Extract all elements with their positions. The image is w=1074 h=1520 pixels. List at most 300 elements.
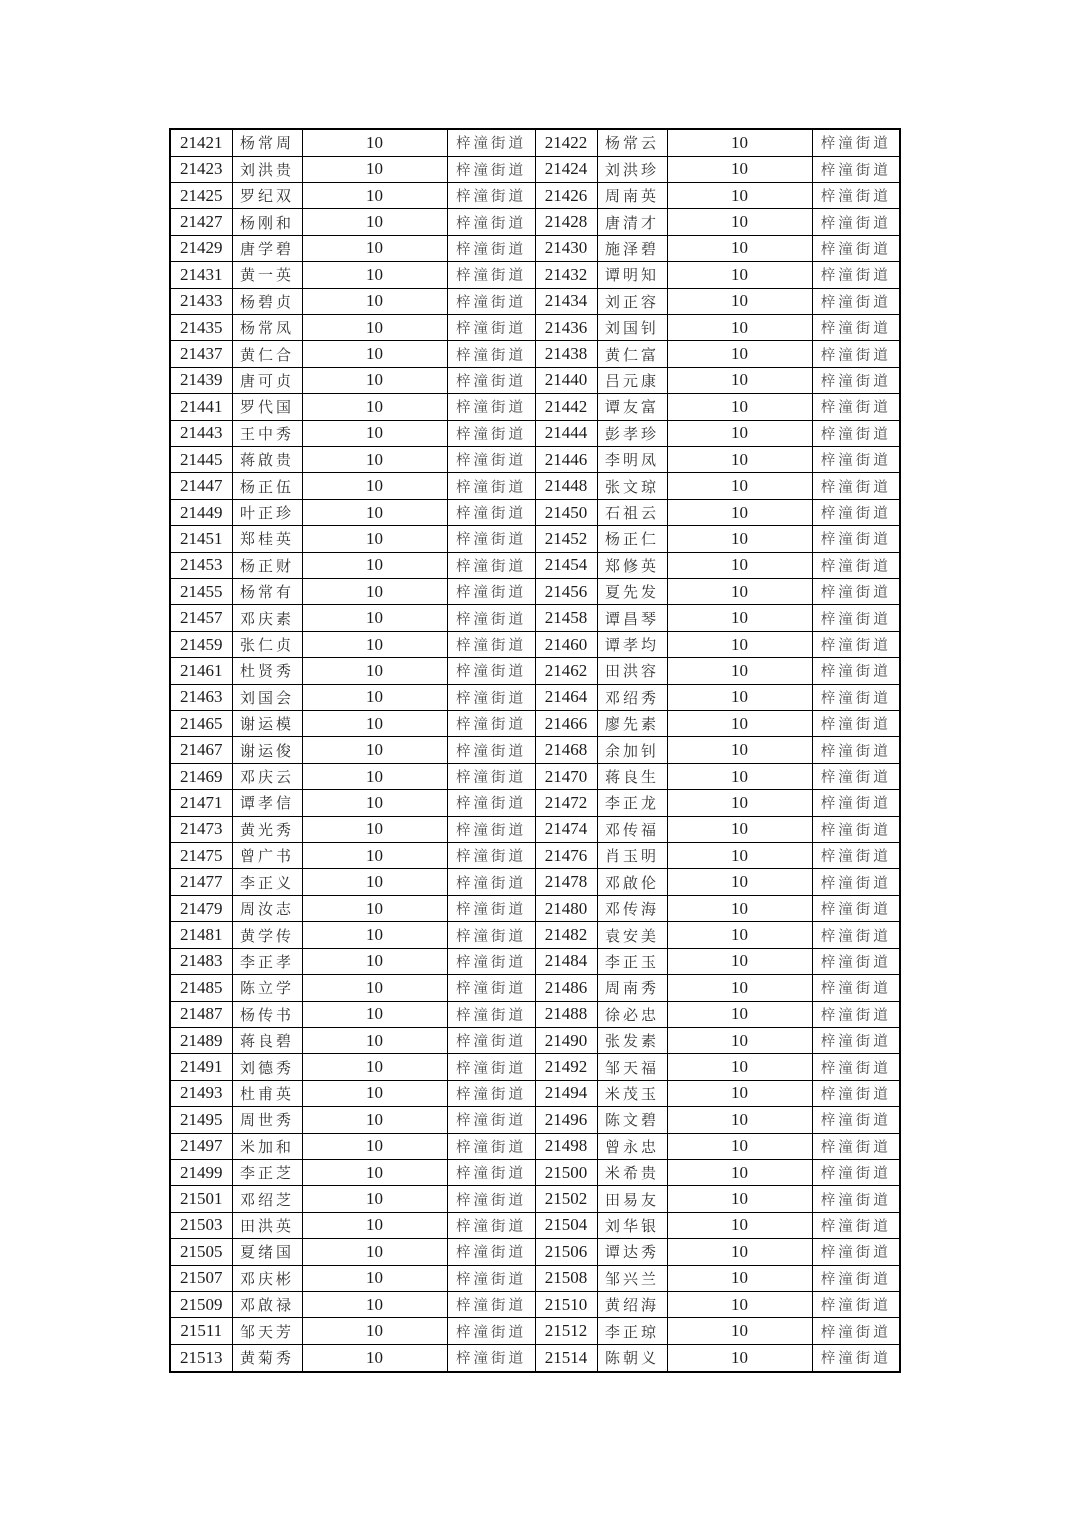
amount-cell: 10: [302, 526, 447, 552]
amount-cell: 10: [302, 895, 447, 921]
name-cell: 邓庆彬: [232, 1265, 302, 1291]
name-cell: 黄绍海: [597, 1291, 667, 1317]
district-cell: 梓潼街道: [447, 579, 535, 605]
table-row: [170, 869, 900, 895]
amount-cell: 10: [302, 763, 447, 789]
district-cell: 梓潼街道: [447, 394, 535, 420]
id-cell: 21485: [170, 975, 232, 1001]
amount-cell: 10: [667, 182, 812, 208]
amount-cell: 10: [667, 1212, 812, 1238]
name-cell: 黄菊秀: [232, 1344, 302, 1372]
id-cell: 21433: [170, 288, 232, 314]
table-row: [170, 1159, 900, 1185]
name-cell: 李正龙: [597, 790, 667, 816]
amount-cell: 10: [667, 684, 812, 710]
id-cell: 21428: [535, 209, 597, 235]
name-cell: 徐必忠: [597, 1001, 667, 1027]
id-cell: 21499: [170, 1159, 232, 1185]
name-cell: 谭达秀: [597, 1239, 667, 1265]
district-cell: 梓潼街道: [447, 499, 535, 525]
amount-cell: 10: [302, 579, 447, 605]
amount-cell: 10: [302, 1239, 447, 1265]
district-cell: 梓潼街道: [447, 1291, 535, 1317]
amount-cell: 10: [302, 843, 447, 869]
amount-cell: 10: [667, 446, 812, 472]
amount-cell: 10: [667, 895, 812, 921]
id-cell: 21478: [535, 869, 597, 895]
amount-cell: 10: [302, 420, 447, 446]
amount-cell: 10: [302, 684, 447, 710]
id-cell: 21489: [170, 1027, 232, 1053]
name-cell: 杨常周: [232, 129, 302, 156]
name-cell: 邓啟禄: [232, 1291, 302, 1317]
table-row: [170, 314, 900, 340]
district-cell: 梓潼街道: [812, 1080, 900, 1106]
district-cell: 梓潼街道: [447, 1239, 535, 1265]
district-cell: 梓潼街道: [447, 1318, 535, 1344]
id-cell: 21439: [170, 367, 232, 393]
name-cell: 黄仁合: [232, 341, 302, 367]
name-cell: 刘洪贵: [232, 156, 302, 182]
name-cell: 罗纪双: [232, 182, 302, 208]
id-cell: 21471: [170, 790, 232, 816]
amount-cell: 10: [667, 869, 812, 895]
table-row: [170, 526, 900, 552]
amount-cell: 10: [302, 499, 447, 525]
name-cell: 刘正容: [597, 288, 667, 314]
name-cell: 邓庆云: [232, 763, 302, 789]
id-cell: 21513: [170, 1344, 232, 1372]
id-cell: 21457: [170, 605, 232, 631]
id-cell: 21501: [170, 1186, 232, 1212]
name-cell: 邹天芳: [232, 1318, 302, 1344]
id-cell: 21497: [170, 1133, 232, 1159]
name-cell: 刘洪珍: [597, 156, 667, 182]
district-cell: 梓潼街道: [447, 288, 535, 314]
district-cell: 梓潼街道: [812, 869, 900, 895]
amount-cell: 10: [667, 526, 812, 552]
name-cell: 罗代国: [232, 394, 302, 420]
district-cell: 梓潼街道: [812, 948, 900, 974]
name-cell: 杨正仁: [597, 526, 667, 552]
district-cell: 梓潼街道: [447, 684, 535, 710]
name-cell: 杨正伍: [232, 473, 302, 499]
name-cell: 曾广书: [232, 843, 302, 869]
district-cell: 梓潼街道: [447, 843, 535, 869]
name-cell: 杨常凤: [232, 314, 302, 340]
amount-cell: 10: [302, 1027, 447, 1053]
id-cell: 21469: [170, 763, 232, 789]
district-cell: 梓潼街道: [812, 975, 900, 1001]
id-cell: 21453: [170, 552, 232, 578]
name-cell: 李正琼: [597, 1318, 667, 1344]
name-cell: 谭孝信: [232, 790, 302, 816]
id-cell: 21456: [535, 579, 597, 605]
id-cell: 21458: [535, 605, 597, 631]
district-cell: 梓潼街道: [812, 182, 900, 208]
amount-cell: 10: [302, 235, 447, 261]
amount-cell: 10: [667, 473, 812, 499]
name-cell: 邹兴兰: [597, 1265, 667, 1291]
id-cell: 21494: [535, 1080, 597, 1106]
amount-cell: 10: [667, 737, 812, 763]
id-cell: 21432: [535, 262, 597, 288]
name-cell: 唐可贞: [232, 367, 302, 393]
id-cell: 21477: [170, 869, 232, 895]
amount-cell: 10: [667, 790, 812, 816]
name-cell: 杨正财: [232, 552, 302, 578]
district-cell: 梓潼街道: [447, 182, 535, 208]
name-cell: 吕元康: [597, 367, 667, 393]
district-cell: 梓潼街道: [447, 262, 535, 288]
district-cell: 梓潼街道: [812, 235, 900, 261]
id-cell: 21461: [170, 658, 232, 684]
name-cell: 谢运模: [232, 711, 302, 737]
amount-cell: 10: [667, 1107, 812, 1133]
district-cell: 梓潼街道: [812, 1265, 900, 1291]
amount-cell: 10: [302, 1265, 447, 1291]
id-cell: 21431: [170, 262, 232, 288]
id-cell: 21509: [170, 1291, 232, 1317]
table-row: [170, 182, 900, 208]
table-row: [170, 948, 900, 974]
id-cell: 21508: [535, 1265, 597, 1291]
amount-cell: 10: [667, 816, 812, 842]
amount-cell: 10: [302, 1318, 447, 1344]
name-cell: 谭昌琴: [597, 605, 667, 631]
id-cell: 21454: [535, 552, 597, 578]
id-cell: 21486: [535, 975, 597, 1001]
table-row: [170, 1318, 900, 1344]
table-row: [170, 579, 900, 605]
id-cell: 21427: [170, 209, 232, 235]
district-cell: 梓潼街道: [812, 1159, 900, 1185]
name-cell: 蒋啟贵: [232, 446, 302, 472]
name-cell: 米加和: [232, 1133, 302, 1159]
table-row: [170, 1186, 900, 1212]
district-cell: 梓潼街道: [812, 473, 900, 499]
id-cell: 21503: [170, 1212, 232, 1238]
id-cell: 21476: [535, 843, 597, 869]
id-cell: 21493: [170, 1080, 232, 1106]
district-cell: 梓潼街道: [812, 1107, 900, 1133]
name-cell: 彭孝珍: [597, 420, 667, 446]
id-cell: 21467: [170, 737, 232, 763]
amount-cell: 10: [667, 1054, 812, 1080]
amount-cell: 10: [302, 473, 447, 499]
table-row: [170, 843, 900, 869]
district-cell: 梓潼街道: [812, 605, 900, 631]
amount-cell: 10: [667, 843, 812, 869]
name-cell: 杨碧贞: [232, 288, 302, 314]
id-cell: 21445: [170, 446, 232, 472]
name-cell: 唐清才: [597, 209, 667, 235]
name-cell: 杨常有: [232, 579, 302, 605]
id-cell: 21474: [535, 816, 597, 842]
amount-cell: 10: [667, 605, 812, 631]
district-cell: 梓潼街道: [447, 446, 535, 472]
district-cell: 梓潼街道: [812, 1027, 900, 1053]
roster-table: [169, 128, 901, 1373]
table-row: [170, 975, 900, 1001]
amount-cell: 10: [302, 816, 447, 842]
amount-cell: 10: [302, 1291, 447, 1317]
amount-cell: 10: [302, 658, 447, 684]
district-cell: 梓潼街道: [447, 1212, 535, 1238]
amount-cell: 10: [302, 209, 447, 235]
amount-cell: 10: [302, 790, 447, 816]
name-cell: 黄学传: [232, 922, 302, 948]
id-cell: 21472: [535, 790, 597, 816]
name-cell: 谭明知: [597, 262, 667, 288]
district-cell: 梓潼街道: [812, 816, 900, 842]
table-row: [170, 1027, 900, 1053]
name-cell: 杨常云: [597, 129, 667, 156]
district-cell: 梓潼街道: [812, 314, 900, 340]
district-cell: 梓潼街道: [812, 446, 900, 472]
district-cell: 梓潼街道: [812, 711, 900, 737]
name-cell: 黄一英: [232, 262, 302, 288]
amount-cell: 10: [302, 314, 447, 340]
name-cell: 田洪英: [232, 1212, 302, 1238]
table-row: [170, 367, 900, 393]
name-cell: 李正义: [232, 869, 302, 895]
name-cell: 邓啟伦: [597, 869, 667, 895]
name-cell: 周世秀: [232, 1107, 302, 1133]
amount-cell: 10: [667, 763, 812, 789]
amount-cell: 10: [667, 1344, 812, 1372]
district-cell: 梓潼街道: [812, 129, 900, 156]
district-cell: 梓潼街道: [447, 129, 535, 156]
table-row: [170, 129, 900, 156]
id-cell: 21444: [535, 420, 597, 446]
table-row: [170, 816, 900, 842]
id-cell: 21488: [535, 1001, 597, 1027]
amount-cell: 10: [667, 1291, 812, 1317]
id-cell: 21465: [170, 711, 232, 737]
district-cell: 梓潼街道: [812, 367, 900, 393]
table-row: [170, 473, 900, 499]
amount-cell: 10: [667, 1239, 812, 1265]
id-cell: 21437: [170, 341, 232, 367]
id-cell: 21436: [535, 314, 597, 340]
id-cell: 21459: [170, 631, 232, 657]
id-cell: 21426: [535, 182, 597, 208]
district-cell: 梓潼街道: [812, 790, 900, 816]
name-cell: 谭孝均: [597, 631, 667, 657]
amount-cell: 10: [667, 1265, 812, 1291]
name-cell: 邓绍秀: [597, 684, 667, 710]
id-cell: 21502: [535, 1186, 597, 1212]
id-cell: 21490: [535, 1027, 597, 1053]
table-row: [170, 605, 900, 631]
id-cell: 21505: [170, 1239, 232, 1265]
id-cell: 21510: [535, 1291, 597, 1317]
district-cell: 梓潼街道: [812, 1318, 900, 1344]
amount-cell: 10: [302, 1001, 447, 1027]
name-cell: 叶正珍: [232, 499, 302, 525]
amount-cell: 10: [667, 1001, 812, 1027]
id-cell: 21492: [535, 1054, 597, 1080]
name-cell: 张文琼: [597, 473, 667, 499]
table-row: [170, 1054, 900, 1080]
table-row: [170, 922, 900, 948]
table-row: [170, 446, 900, 472]
district-cell: 梓潼街道: [812, 341, 900, 367]
name-cell: 杜甫英: [232, 1080, 302, 1106]
name-cell: 周南英: [597, 182, 667, 208]
name-cell: 余加钊: [597, 737, 667, 763]
table-row: [170, 1265, 900, 1291]
district-cell: 梓潼街道: [447, 1001, 535, 1027]
id-cell: 21463: [170, 684, 232, 710]
district-cell: 梓潼街道: [447, 658, 535, 684]
district-cell: 梓潼街道: [447, 1344, 535, 1372]
amount-cell: 10: [302, 1080, 447, 1106]
name-cell: 刘国钊: [597, 314, 667, 340]
id-cell: 21491: [170, 1054, 232, 1080]
district-cell: 梓潼街道: [447, 552, 535, 578]
district-cell: 梓潼街道: [812, 579, 900, 605]
id-cell: 21442: [535, 394, 597, 420]
district-cell: 梓潼街道: [447, 895, 535, 921]
name-cell: 邹天福: [597, 1054, 667, 1080]
name-cell: 田易友: [597, 1186, 667, 1212]
name-cell: 谭友富: [597, 394, 667, 420]
name-cell: 袁安美: [597, 922, 667, 948]
amount-cell: 10: [667, 209, 812, 235]
amount-cell: 10: [302, 182, 447, 208]
id-cell: 21446: [535, 446, 597, 472]
id-cell: 21448: [535, 473, 597, 499]
id-cell: 21512: [535, 1318, 597, 1344]
table-row: [170, 1344, 900, 1372]
id-cell: 21447: [170, 473, 232, 499]
amount-cell: 10: [667, 552, 812, 578]
id-cell: 21473: [170, 816, 232, 842]
id-cell: 21441: [170, 394, 232, 420]
district-cell: 梓潼街道: [447, 1080, 535, 1106]
name-cell: 夏绪国: [232, 1239, 302, 1265]
id-cell: 21506: [535, 1239, 597, 1265]
id-cell: 21481: [170, 922, 232, 948]
table-row: [170, 1133, 900, 1159]
district-cell: 梓潼街道: [447, 631, 535, 657]
name-cell: 王中秀: [232, 420, 302, 446]
id-cell: 21423: [170, 156, 232, 182]
amount-cell: 10: [667, 499, 812, 525]
name-cell: 杨传书: [232, 1001, 302, 1027]
amount-cell: 10: [667, 394, 812, 420]
name-cell: 刘德秀: [232, 1054, 302, 1080]
district-cell: 梓潼街道: [812, 658, 900, 684]
id-cell: 21464: [535, 684, 597, 710]
district-cell: 梓潼街道: [812, 394, 900, 420]
roster-table-body: [170, 129, 900, 1372]
id-cell: 21483: [170, 948, 232, 974]
district-cell: 梓潼街道: [447, 526, 535, 552]
table-row: [170, 1291, 900, 1317]
district-cell: 梓潼街道: [812, 763, 900, 789]
amount-cell: 10: [667, 948, 812, 974]
amount-cell: 10: [302, 262, 447, 288]
id-cell: 21468: [535, 737, 597, 763]
district-cell: 梓潼街道: [447, 605, 535, 631]
name-cell: 夏先发: [597, 579, 667, 605]
id-cell: 21422: [535, 129, 597, 156]
name-cell: 黄光秀: [232, 816, 302, 842]
amount-cell: 10: [302, 552, 447, 578]
amount-cell: 10: [302, 1186, 447, 1212]
district-cell: 梓潼街道: [812, 843, 900, 869]
amount-cell: 10: [667, 1318, 812, 1344]
id-cell: 21475: [170, 843, 232, 869]
id-cell: 21498: [535, 1133, 597, 1159]
table-row: [170, 499, 900, 525]
district-cell: 梓潼街道: [447, 869, 535, 895]
district-cell: 梓潼街道: [447, 1027, 535, 1053]
table-row: [170, 235, 900, 261]
amount-cell: 10: [302, 367, 447, 393]
id-cell: 21480: [535, 895, 597, 921]
district-cell: 梓潼街道: [812, 737, 900, 763]
amount-cell: 10: [667, 420, 812, 446]
district-cell: 梓潼街道: [447, 473, 535, 499]
amount-cell: 10: [302, 922, 447, 948]
name-cell: 周汝志: [232, 895, 302, 921]
id-cell: 21507: [170, 1265, 232, 1291]
id-cell: 21511: [170, 1318, 232, 1344]
district-cell: 梓潼街道: [812, 895, 900, 921]
amount-cell: 10: [302, 446, 447, 472]
district-cell: 梓潼街道: [812, 1291, 900, 1317]
district-cell: 梓潼街道: [447, 711, 535, 737]
name-cell: 刘华银: [597, 1212, 667, 1238]
district-cell: 梓潼街道: [812, 499, 900, 525]
district-cell: 梓潼街道: [447, 209, 535, 235]
table-row: [170, 1001, 900, 1027]
district-cell: 梓潼街道: [812, 209, 900, 235]
id-cell: 21435: [170, 314, 232, 340]
id-cell: 21452: [535, 526, 597, 552]
id-cell: 21440: [535, 367, 597, 393]
district-cell: 梓潼街道: [812, 420, 900, 446]
table-row: [170, 156, 900, 182]
name-cell: 郑修英: [597, 552, 667, 578]
name-cell: 田洪容: [597, 658, 667, 684]
district-cell: 梓潼街道: [812, 262, 900, 288]
district-cell: 梓潼街道: [447, 816, 535, 842]
name-cell: 米茂玉: [597, 1080, 667, 1106]
name-cell: 郑桂英: [232, 526, 302, 552]
table-row: [170, 737, 900, 763]
amount-cell: 10: [667, 1186, 812, 1212]
district-cell: 梓潼街道: [812, 1239, 900, 1265]
district-cell: 梓潼街道: [812, 631, 900, 657]
amount-cell: 10: [667, 235, 812, 261]
amount-cell: 10: [667, 262, 812, 288]
id-cell: 21487: [170, 1001, 232, 1027]
id-cell: 21449: [170, 499, 232, 525]
table-row: [170, 341, 900, 367]
amount-cell: 10: [302, 975, 447, 1001]
amount-cell: 10: [667, 129, 812, 156]
table-row: [170, 1107, 900, 1133]
name-cell: 施泽碧: [597, 235, 667, 261]
name-cell: 陈朝义: [597, 1344, 667, 1372]
amount-cell: 10: [302, 1054, 447, 1080]
name-cell: 石祖云: [597, 499, 667, 525]
